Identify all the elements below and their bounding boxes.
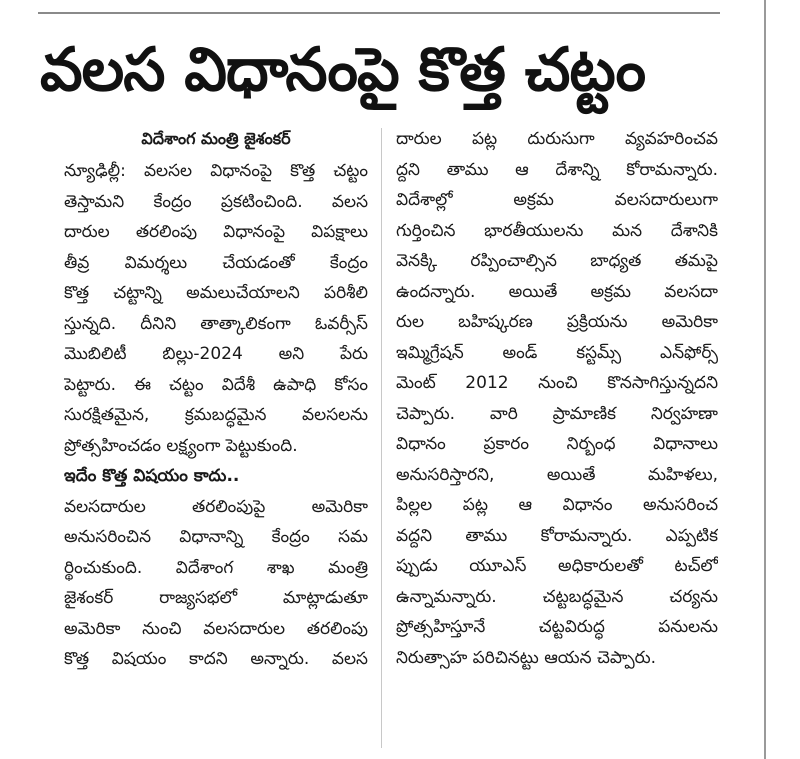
text-line: ఇమ్మిగ్రేషన్ అండ్ కస్టమ్స్ ఎన్‌ఫోర్స్ — [396, 342, 718, 363]
text-line: వెనక్కి రప్పించాల్సిన బాధ్యత తమపై — [396, 251, 718, 271]
text-line: రుల బహిష్కరణ ప్రక్రియను అమెరికా — [396, 312, 718, 332]
text-line: సురక్షితమైన, క్రమబద్ధమైన వలసలను — [64, 405, 368, 425]
text-line: తీవ్ర విమర్శలు చేయడంతో కేంద్రం — [64, 252, 368, 273]
top-rule — [38, 12, 720, 14]
text-line: ద్దని తాము ఆ దేశాన్ని కోరామన్నారు. — [396, 159, 718, 180]
right-column — [396, 124, 718, 673]
text-line: మొబిలిటీ బిల్లు-2024 అని పేరు — [64, 344, 368, 364]
text-line: నిరుత్సాహ పరిచినట్టు ఆయన చెప్పారు. — [396, 647, 657, 668]
text-line: వద్దని తాము కోరామన్నారు. ఎప్పటిక — [396, 525, 718, 546]
text-line: విదేశాల్లో అక్రమ వలసదారులుగా — [396, 190, 718, 210]
text-line: దారుల పట్ల దురుసుగా వ్యవహరించవ — [396, 129, 718, 149]
headline: వలస విధానంపై కొత్త చట్టం — [40, 35, 646, 105]
text-line: గుర్తించిన భారతీయులను మన దేశానికి — [396, 220, 718, 241]
text-line: ఉన్నామన్నారు. చట్టబద్ధమైన చర్యను — [396, 586, 718, 607]
text-line: అమెరికా నుంచి వలసదారుల తరలింపు — [64, 618, 368, 639]
left-column — [64, 124, 368, 675]
text-line: జైశంకర్ రాజ్యసభలో మాట్లాడుతూ — [64, 588, 368, 608]
text-line: విధానం ప్రకారం నిర్బంధ విధానాలు — [396, 434, 718, 454]
paragraph-1 — [64, 156, 368, 461]
text-line: చెప్పారు. వారి ప్రామాణిక నిర్వహణా — [396, 403, 718, 424]
text-line: ర్థించుకుంది. విదేశాంగ శాఖ మంత్రి — [64, 557, 368, 578]
text-line: దారుల తరలింపు విధానంపై విపక్షాలు — [64, 222, 368, 242]
text-line: కొత్త విషయం కాదని అన్నారు. వలస — [64, 649, 368, 669]
column-divider — [381, 128, 382, 748]
text-line: మెంట్ 2012 నుంచి కొనసాగిస్తున్నదని — [396, 373, 718, 393]
text-line: వలసదారుల తరలింపుపై అమెరికా — [64, 496, 368, 517]
text-line: ఉందన్నారు. అయితే అక్రమ వలసదా — [396, 281, 718, 302]
text-line: పిల్లల పట్ల ఆ విధానం అనుసరించ — [396, 495, 718, 515]
text-line: అనుసరించిన విధానాన్ని కేంద్రం సమ — [64, 527, 368, 547]
text-line: ప్రోత్సహించడం లక్ష్యంగా పెట్టుకుంది. — [64, 435, 298, 456]
right-margin-rule — [764, 0, 766, 759]
paragraph-2 — [64, 492, 368, 675]
text-line: పెట్టారు. ఈ చట్టం విదేశీ ఉపాధి కోసం — [64, 374, 368, 395]
text-line: తెస్తామని కేంద్రం ప్రకటించింది. వలస — [64, 191, 368, 212]
text-line: కొత్త చట్టాన్ని అమలుచేయాలని పరిశీలి — [64, 283, 368, 303]
text-line: స్తున్నది. దీనిని తాత్కాలికంగా ఓవర్సీస్ — [64, 313, 368, 334]
byline: విదేశాంగ మంత్రి జైశంకర్ — [141, 129, 291, 148]
text-line: న్యూఢిల్లీ: వలసల విధానంపై కొత్త చట్టం — [64, 161, 368, 181]
text-line: ప్పుడు యూఎస్ అధికారులతో టచ్‌లో — [396, 556, 718, 576]
subheading: ఇదేం కొత్త విషయం కాదు.. — [64, 466, 240, 486]
text-line: ప్రోత్సహిస్తూనే చట్టవిరుద్ధ పనులను — [396, 617, 718, 637]
text-line: అనుసరిస్తారని, అయితే మహిళలు, — [396, 464, 718, 485]
